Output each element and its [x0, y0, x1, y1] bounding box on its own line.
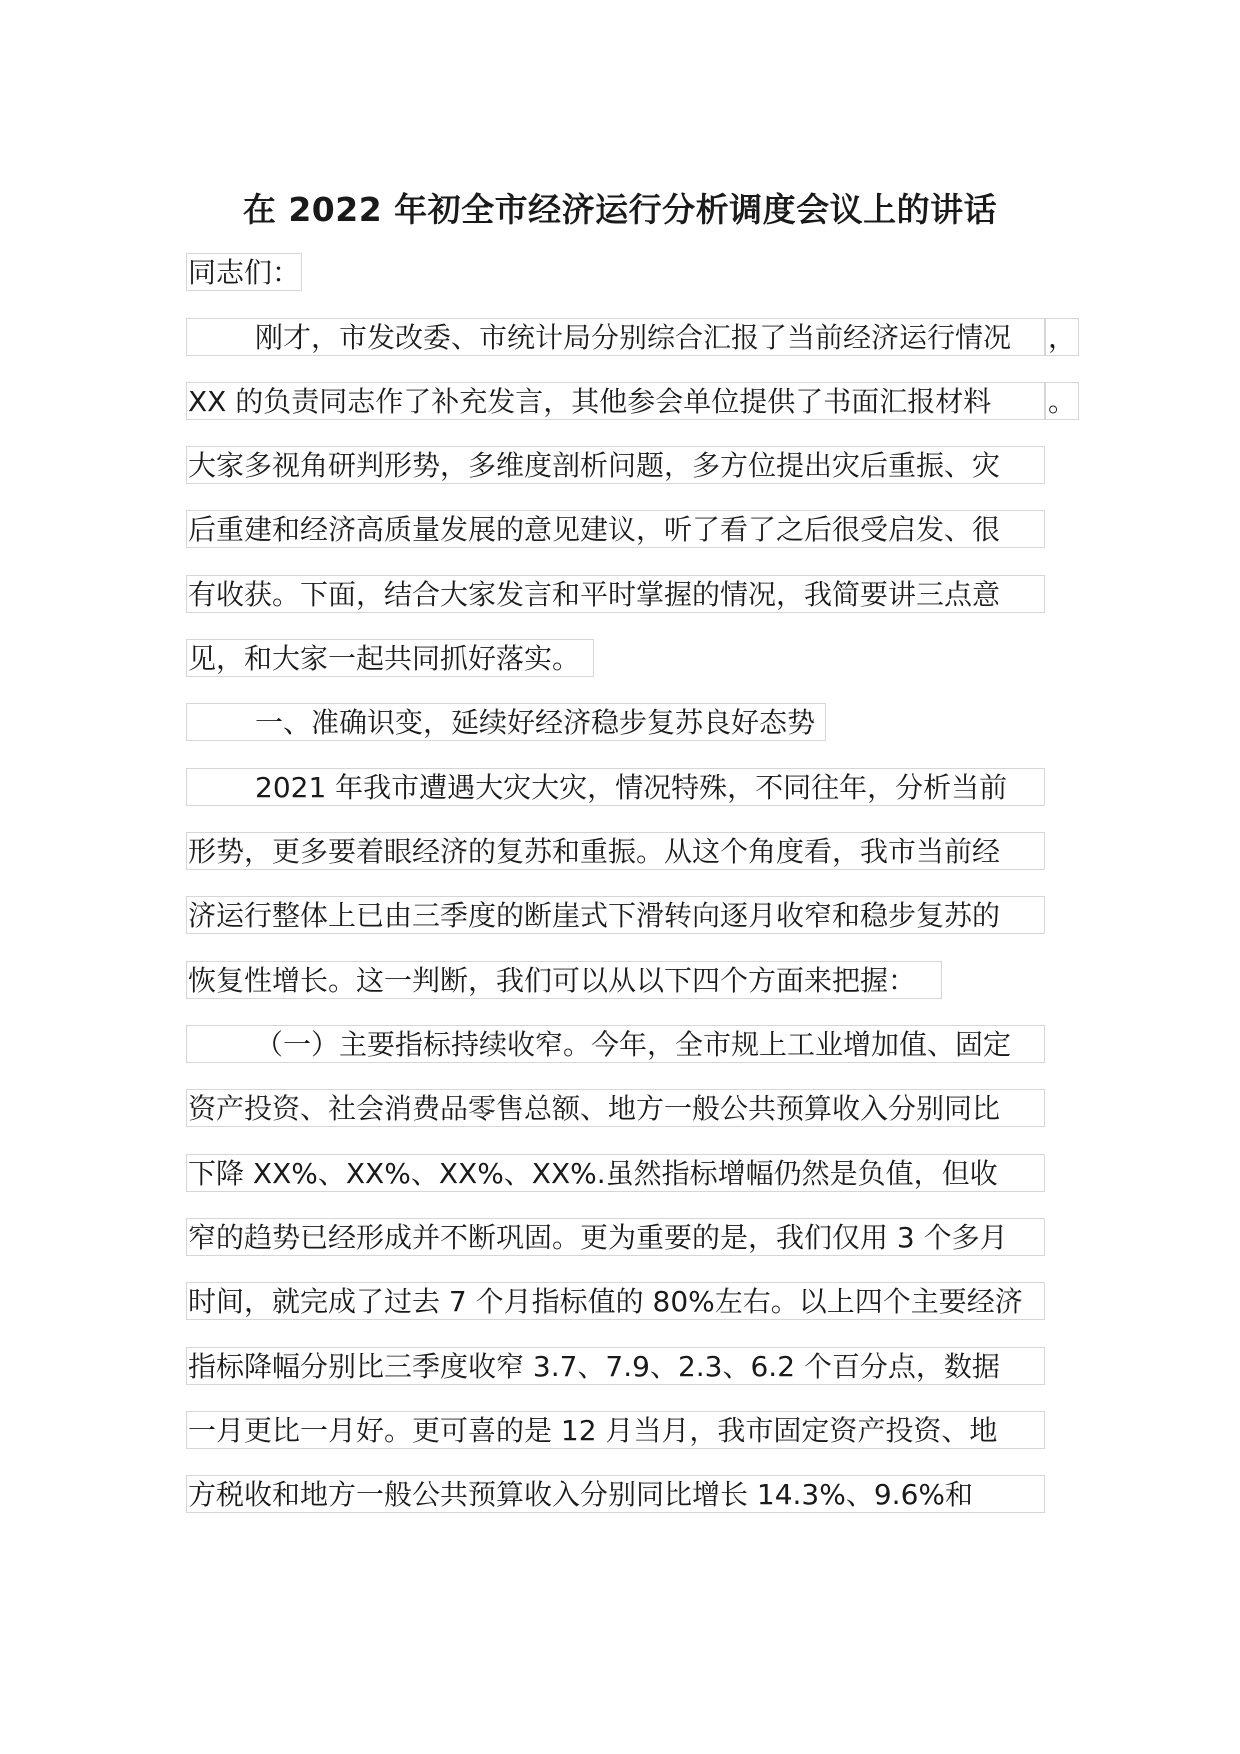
paragraph-line: 有收获。下面，结合大家发言和平时掌握的情况，我简要讲三点意: [186, 575, 1045, 613]
paragraph-line: 见，和大家一起共同抓好落实。: [186, 639, 594, 677]
document-title: 在 2022 年初全市经济运行分析调度会议上的讲话: [242, 190, 998, 229]
paragraph-line: 时间，就完成了过去 7 个月指标值的 80%左右。以上四个主要经济: [186, 1282, 1045, 1320]
paragraph-line: 一月更比一月好。更可喜的是 12 月当月，我市固定资产投资、地: [186, 1411, 1045, 1449]
paragraph-line: 济运行整体上已由三季度的断崖式下滑转向逐月收窄和稳步复苏的: [186, 896, 1045, 934]
punctuation-mark: ，: [1045, 318, 1079, 356]
paragraph-line: 窄的趋势已经形成并不断巩固。更为重要的是，我们仅用 3 个多月: [186, 1218, 1045, 1256]
paragraph-line: 方税收和地方一般公共预算收入分别同比增长 14.3%、9.6%和: [186, 1475, 1045, 1513]
section-heading: 一、准确识变，延续好经济稳步复苏良好态势: [186, 703, 826, 741]
salutation: 同志们：: [186, 253, 302, 291]
paragraph-line: 后重建和经济高质量发展的意见建议，听了看了之后很受启发、很: [186, 510, 1045, 548]
paragraph-line: 指标降幅分别比三季度收窄 3.7、7.9、2.3、6.2 个百分点，数据: [186, 1347, 1045, 1385]
paragraph-line: 2021 年我市遭遇大灾大灾，情况特殊，不同往年，分析当前: [186, 768, 1045, 806]
paragraph-line: 资产投资、社会消费品零售总额、地方一般公共预算收入分别同比: [186, 1089, 1045, 1127]
paragraph-line: 形势，更多要着眼经济的复苏和重振。从这个角度看，我市当前经: [186, 832, 1045, 870]
paragraph-line: （一）主要指标持续收窄。今年，全市规上工业增加值、固定: [186, 1025, 1045, 1063]
paragraph-line: 恢复性增长。这一判断，我们可以从以下四个方面来把握：: [186, 961, 942, 999]
paragraph-line: XX 的负责同志作了补充发言，其他参会单位提供了书面汇报材料: [186, 382, 1045, 420]
punctuation-mark: 。: [1045, 382, 1079, 420]
paragraph-line: 大家多视角研判形势，多维度剖析问题，多方位提出灾后重振、灾: [186, 446, 1045, 484]
paragraph-line: 刚才，市发改委、市统计局分别综合汇报了当前经济运行情况: [186, 318, 1045, 356]
paragraph-line: 下降 XX%、XX%、XX%、XX%.虽然指标增幅仍然是负值，但收: [186, 1154, 1045, 1192]
